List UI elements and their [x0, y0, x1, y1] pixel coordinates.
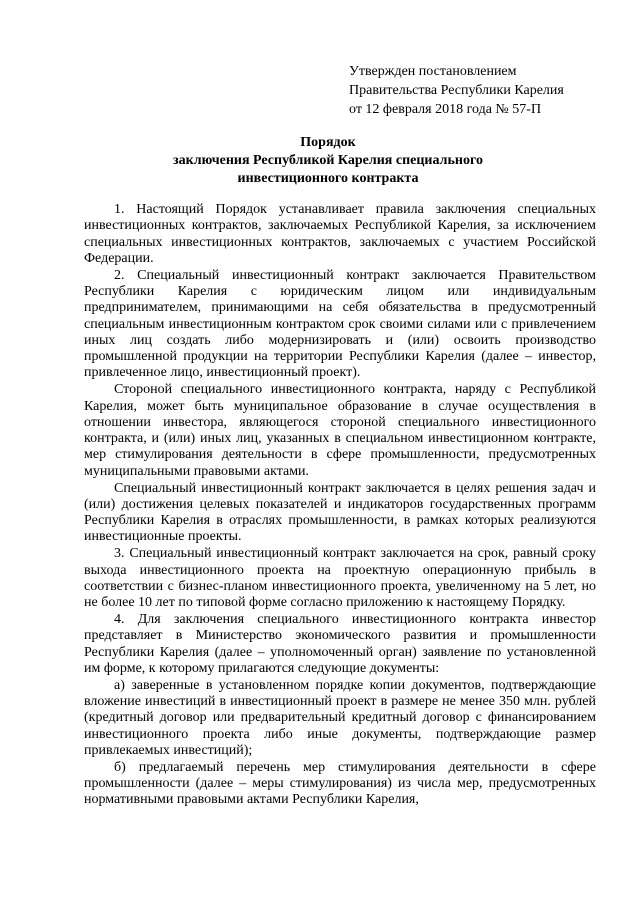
paragraph: Специальный инвестиционный контракт заключается в целях решения задач и (или) достижения целевых показателей и индикаторов государственных программ Республики Карелия в отраслях промышленности, в рамках которых реализуются инвестиционные проекты. — [84, 480, 596, 545]
paragraph: 2. Специальный инвестиционный контракт заключается Правительством Республики Карелия с юридическим лицом или индивидуальным предпринимателем, принимающими на себя обязательства в предусмотренный специальным инвестиционным контрактом срок своими силами или с привлечением иных лиц создать либо модернизировать и (или) освоить производство промышленной продукции на территории Республики Карелия (далее – инвестор, привлеченное лицо, инвестиционный проект). — [84, 267, 596, 381]
approval-line: Утвержден постановлением — [349, 64, 517, 79]
document-title — [60, 134, 596, 188]
approval-line: Правительства Республики Карелия — [349, 83, 564, 98]
paragraph: б) предлагаемый перечень мер стимулирования деятельности в сфере промышленности (далее – меры стимулирования) из числа мер, предусмотренных нормативными правовыми актами Республики Карелия, — [84, 759, 596, 808]
title-line: инвестиционного контракта — [237, 171, 419, 186]
paragraph: 3. Специальный инвестиционный контракт заключается на срок, равный сроку выхода инвестиционного проекта на проектную операционную прибыль в соответствии с бизнес-планом инвестиционного проекта, увеличенному на 5 лет, но не более 10 лет по типовой форме согласно приложению к настоящему Порядку. — [84, 546, 596, 611]
paragraph: 4. Для заключения специального инвестиционного контракта инвестор представляет в Министерство экономического развития и промышленности Республики Карелия (далее – уполномоченный орган) заявление по установленной им форме, к которому прилагаются следующие документы: — [84, 611, 596, 676]
paragraph: а) заверенные в установленном порядке копии документов, подтверждающие вложение инвестиций в инвестиционный проект в размере не менее 350 млн. рублей (кредитный договор или предварительный кредитный договор с финансированием инвестиционного проекта либо иные документы, подтверждающие размер привлекаемых инвестиций); — [84, 677, 596, 758]
title-line: Порядок — [300, 135, 356, 150]
document-body — [84, 202, 596, 809]
approval-stamp — [349, 62, 619, 119]
paragraph: 1. Настоящий Порядок устанавливает правила заключения специальных инвестиционных контрактов, заключаемых Республикой Карелия, за исключением специальных инвестиционных контрактов, заключаемых с участием Российской Федерации. — [84, 202, 596, 266]
paragraph: Стороной специального инвестиционного контракта, наряду с Республикой Карелия, может быть муниципальное образование в случае осуществления в отношении инвестора, являющегося стороной специального инвестиционного контракта, и (или) иных лиц, указанных в специальном инвестиционном контракте, мер стимулирования деятельности в сфере промышленности, предусмотренных муниципальными правовыми актами. — [84, 382, 596, 479]
title-line: заключения Республикой Карелия специального — [173, 153, 483, 168]
approval-line: от 12 февраля 2018 года № 57-П — [349, 102, 542, 117]
